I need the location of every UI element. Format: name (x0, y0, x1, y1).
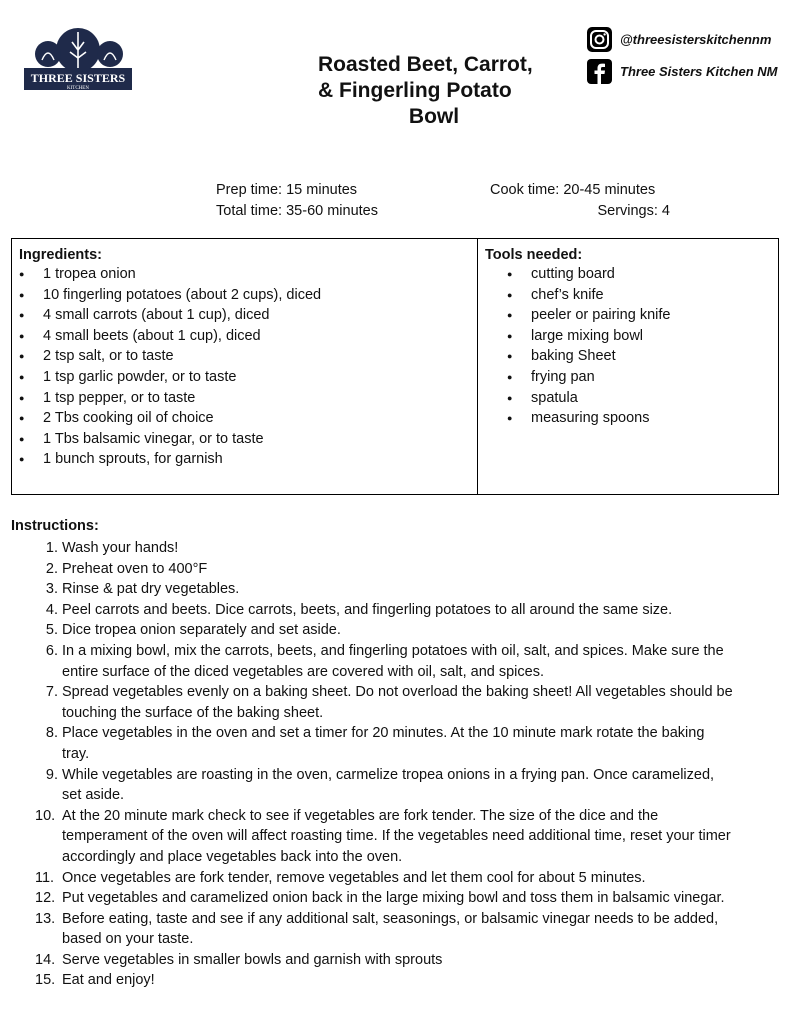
instruction-step (11, 620, 781, 641)
instruction-step (11, 806, 781, 868)
step-text (58, 765, 781, 806)
instruction-step (11, 579, 781, 600)
step-line: set aside. (62, 787, 125, 804)
step-line: touching the surface of the baking sheet. (62, 704, 324, 721)
ingredient-item: ● 1 tropea onion (19, 264, 477, 285)
instruction-step (11, 538, 781, 559)
brand-logo (24, 24, 132, 100)
step-text (58, 538, 781, 559)
instruction-step (11, 559, 781, 580)
step-number: 8. (45, 725, 58, 742)
social-links (587, 26, 778, 90)
servings: Servings: 4 (597, 203, 670, 219)
instructions-section (11, 518, 781, 991)
ingredient-item: ● 1 tsp garlic powder, or to taste (19, 367, 477, 388)
ingredients-list (19, 264, 477, 470)
tool-item: ● chef’s knife (485, 285, 778, 306)
instagram-link[interactable] (587, 26, 778, 52)
instruction-step (11, 765, 781, 806)
step-line: At the 20 minute mark check to see if vegetables are fork tender. The size of the dice and the (62, 807, 659, 824)
step-line: Preheat oven to 400°F (62, 560, 208, 577)
tool-item: ● spatula (485, 388, 778, 409)
instruction-step (11, 600, 781, 621)
step-line: In a mixing bowl, mix the carrots, beets, and fingerling potatoes with oil, salt, and spices. Make sure the (62, 642, 724, 659)
step-number: 11. (35, 869, 55, 886)
tool-item: ● cutting board (485, 264, 778, 285)
step-number: 15. (35, 972, 56, 989)
step-number: 9. (45, 766, 58, 783)
tool-item: ● measuring spoons (485, 408, 778, 429)
tool-item: ● peeler or pairing knife (485, 305, 778, 326)
step-line: Rinse & pat dry vegetables. (62, 581, 240, 598)
facebook-link[interactable] (587, 58, 778, 84)
step-text (58, 723, 781, 764)
logo-text: THREE SISTERS (30, 71, 126, 85)
step-text (58, 641, 781, 682)
step-line: tray. (62, 745, 90, 762)
cook-servings-info (490, 180, 670, 222)
step-number: 7. (45, 684, 58, 701)
step-line: Wash your hands! (62, 540, 179, 556)
step-text (58, 950, 781, 971)
ingredient-item: ● 1 tsp pepper, or to taste (19, 388, 477, 409)
step-line: Serve vegetables in smaller bowls and garnish with sprouts (62, 951, 443, 968)
instagram-handle: @threesisterskitchennm (620, 31, 772, 47)
tool-item: ● frying pan (485, 367, 778, 388)
step-text (58, 806, 781, 868)
step-number: 5. (45, 622, 58, 639)
instruction-step (11, 641, 781, 682)
ingredient-item: ● 10 fingerling potatoes (about 2 cups), diced (19, 285, 477, 306)
step-number: 13. (35, 910, 56, 927)
title-line: & Fingerling Potato (318, 79, 512, 102)
tools-section (478, 239, 778, 494)
step-number: 6. (45, 642, 58, 659)
ingredient-item: ● 2 tsp salt, or to taste (19, 346, 477, 367)
step-number: 3. (45, 581, 58, 598)
recipe-title (318, 52, 580, 130)
step-text (58, 682, 781, 723)
title-line: Bowl (408, 105, 460, 128)
tools-heading: Tools needed: (485, 247, 583, 263)
step-line: Once vegetables are fork tender, remove vegetables and let them cool for about 5 minutes. (62, 869, 646, 886)
step-line: temperament of the oven will affect roasting time. If the vegetables need additional time, reset your timer (62, 828, 731, 845)
tool-item: ● baking Sheet (485, 346, 778, 367)
step-line: Dice tropea onion separately and set aside. (62, 622, 341, 639)
instruction-step (11, 909, 781, 950)
ingredients-section (12, 239, 478, 494)
instructions-heading: Instructions: (11, 518, 99, 534)
step-line: accordingly and place vegetables back into the oven. (62, 848, 403, 865)
step-line: While vegetables are roasting in the oven, carmelize tropea onions in a frying pan. Once caramelized, (62, 766, 715, 783)
step-line: Put vegetables and caramelized onion back in the large mixing bowl and toss them in balsamic vinegar. (62, 890, 725, 907)
cook-time: Cook time: 20-45 minutes (490, 182, 656, 198)
step-text (58, 970, 781, 991)
logo-subtext: KITCHEN (67, 86, 89, 91)
instagram-icon (587, 27, 612, 52)
total-time: Total time: 35-60 minutes (216, 203, 378, 219)
facebook-icon (587, 59, 612, 84)
step-text (58, 600, 781, 621)
step-number: 2. (45, 560, 58, 577)
step-line: Eat and enjoy! (62, 972, 155, 989)
tools-list (485, 264, 778, 429)
step-number: 12. (35, 890, 56, 907)
ingredient-item: ● 1 bunch sprouts, for garnish (19, 449, 477, 470)
ingredient-item: ● 2 Tbs cooking oil of choice (19, 408, 477, 429)
title-line: Roasted Beet, Carrot, (318, 53, 533, 76)
instruction-step (11, 950, 781, 971)
step-line: Peel carrots and beets. Dice carrots, beets, and fingerling potatoes to all around the same size. (62, 601, 673, 618)
instruction-step (11, 970, 781, 991)
ingredient-item: ● 1 Tbs balsamic vinegar, or to taste (19, 429, 477, 450)
step-line: entire surface of the diced vegetables are covered with oil, salt, and spices. (62, 663, 544, 680)
instruction-step (11, 723, 781, 764)
time-info (216, 180, 378, 222)
step-text (58, 579, 781, 600)
step-number: 14. (35, 951, 56, 968)
instruction-step (11, 888, 781, 909)
instruction-step (11, 868, 781, 889)
prep-time: Prep time: 15 minutes (216, 182, 358, 198)
ingredient-item: ● 4 small carrots (about 1 cup), diced (19, 305, 477, 326)
instructions-list (11, 538, 781, 991)
tool-item: ● large mixing bowl (485, 326, 778, 347)
step-line: Before eating, taste and see if any additional salt, seasonings, or balsamic vinegar needs to be added, (62, 910, 719, 927)
step-text (58, 888, 781, 909)
ingredient-item: ● 4 small beets (about 1 cup), diced (19, 326, 477, 347)
step-line: Place vegetables in the oven and set a timer for 20 minutes. At the 10 minute mark rotate the baking (62, 725, 705, 742)
instruction-step (11, 682, 781, 723)
ingredients-heading: Ingredients: (19, 247, 102, 263)
step-text (58, 559, 781, 580)
facebook-name: Three Sisters Kitchen NM (620, 63, 778, 79)
step-line: Spread vegetables evenly on a baking sheet. Do not overload the baking sheet! All vegetables should be (62, 684, 733, 701)
step-number: 1. (45, 540, 58, 556)
step-number: 4. (45, 601, 58, 618)
step-text (58, 620, 781, 641)
step-text (58, 909, 781, 950)
step-text (58, 868, 781, 889)
ingredients-tools-table (11, 238, 779, 495)
step-number: 10. (35, 807, 56, 824)
step-line: based on your taste. (62, 931, 194, 948)
